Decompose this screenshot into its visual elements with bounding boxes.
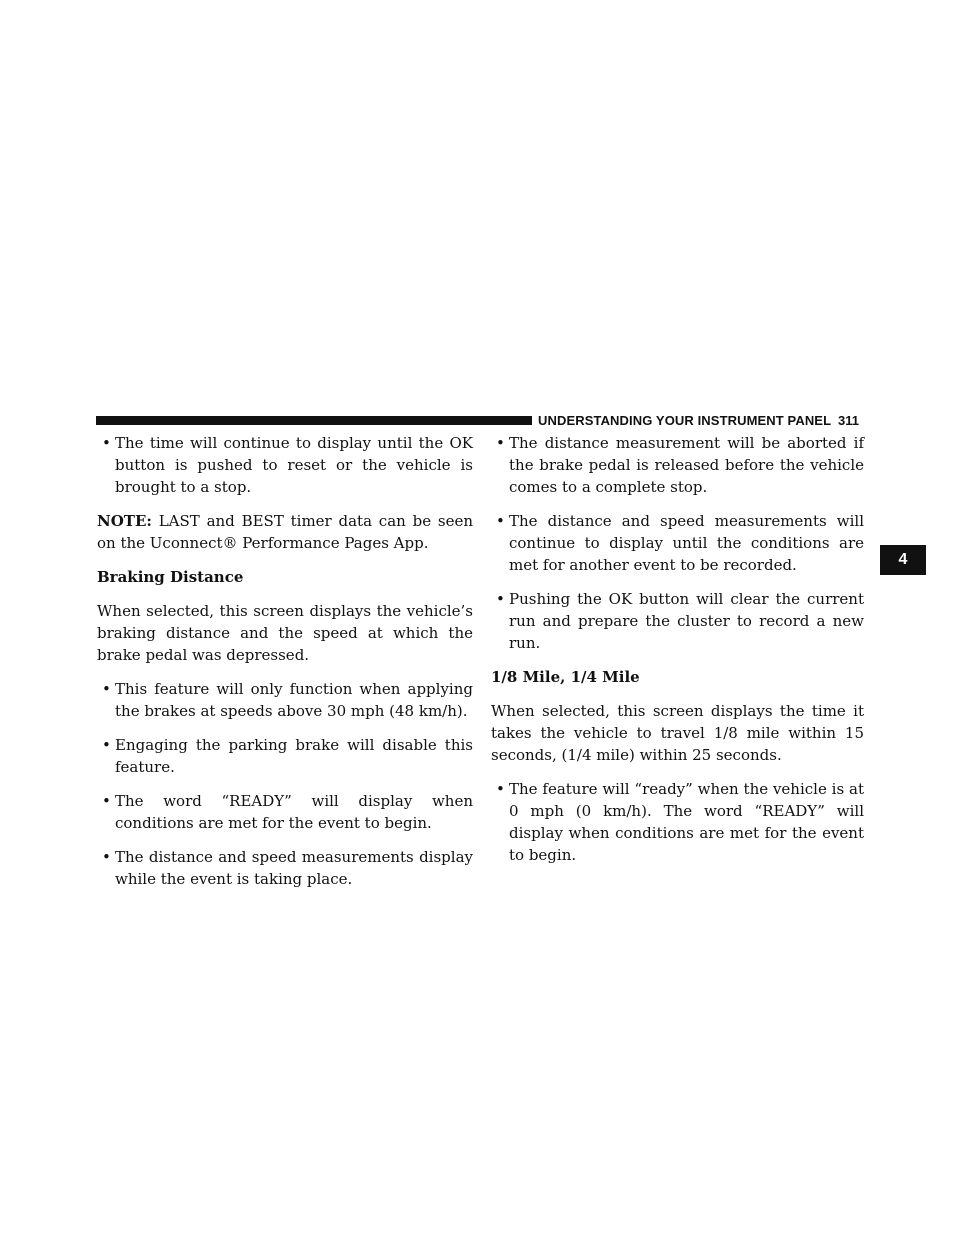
running-header-title: UNDERSTANDING YOUR INSTRUMENT PANEL	[538, 413, 832, 428]
bullet-icon: •	[102, 434, 111, 452]
note-paragraph	[97, 510, 473, 554]
list-item-text: The word “READY” will display when conditions are met for the event to begin.	[115, 792, 473, 832]
list-item-text: The feature will “ready” when the vehicle is at 0 mph (0 km/h). The word “READY” will display when conditions are met for the event to begin.	[509, 780, 864, 864]
list-item-text: This feature will only function when applying the brakes at speeds above 30 mph (48 km/h).	[115, 680, 473, 720]
list-item-text: The distance measurement will be aborted if the brake pedal is released before the vehicle comes to a complete stop.	[509, 434, 864, 496]
chapter-number: 4	[898, 551, 908, 568]
note-label: NOTE:	[97, 512, 152, 530]
section-heading: 1/8 Mile, 1/4 Mile	[491, 668, 640, 686]
body-paragraph: When selected, this screen displays the time it takes the vehicle to travel 1/8 mile within 15 seconds, (1/4 mile) within 25 seconds.	[491, 702, 864, 764]
list-item	[97, 734, 473, 778]
list-item-text: The distance and speed measurements display while the event is taking place.	[115, 848, 473, 888]
list-item	[491, 778, 864, 866]
bullet-icon: •	[102, 680, 111, 698]
list-item	[97, 432, 473, 498]
page-number: 311	[838, 413, 859, 428]
bullet-icon: •	[496, 780, 505, 798]
bullet-icon: •	[496, 512, 505, 530]
list-item	[97, 846, 473, 890]
bullet-icon: •	[102, 736, 111, 754]
body-paragraph: When selected, this screen displays the vehicle’s braking distance and the speed at which the brake pedal was depressed.	[97, 602, 473, 664]
right-column	[491, 432, 864, 878]
list-item	[491, 432, 864, 498]
list-item-text: Pushing the OK button will clear the current run and prepare the cluster to record a new run.	[509, 590, 864, 652]
header-rule	[96, 416, 532, 425]
list-item	[491, 510, 864, 576]
list-item-text: The time will continue to display until the OK button is pushed to reset or the vehicle is brought to a stop.	[115, 434, 473, 496]
bullet-icon: •	[496, 590, 505, 608]
list-item	[97, 790, 473, 834]
list-item-text: Engaging the parking brake will disable this feature.	[115, 736, 473, 776]
section-heading: Braking Distance	[97, 568, 244, 586]
note-text: LAST and BEST timer data can be seen on the Uconnect® Performance Pages App.	[97, 512, 473, 552]
bullet-icon: •	[102, 792, 111, 810]
bullet-icon: •	[496, 434, 505, 452]
list-item	[97, 678, 473, 722]
bullet-icon: •	[102, 848, 111, 866]
list-item	[491, 588, 864, 654]
left-column	[97, 432, 473, 902]
list-item-text: The distance and speed measurements will continue to display until the conditions are met for another event to be recorded.	[509, 512, 864, 574]
chapter-tab	[880, 545, 926, 575]
